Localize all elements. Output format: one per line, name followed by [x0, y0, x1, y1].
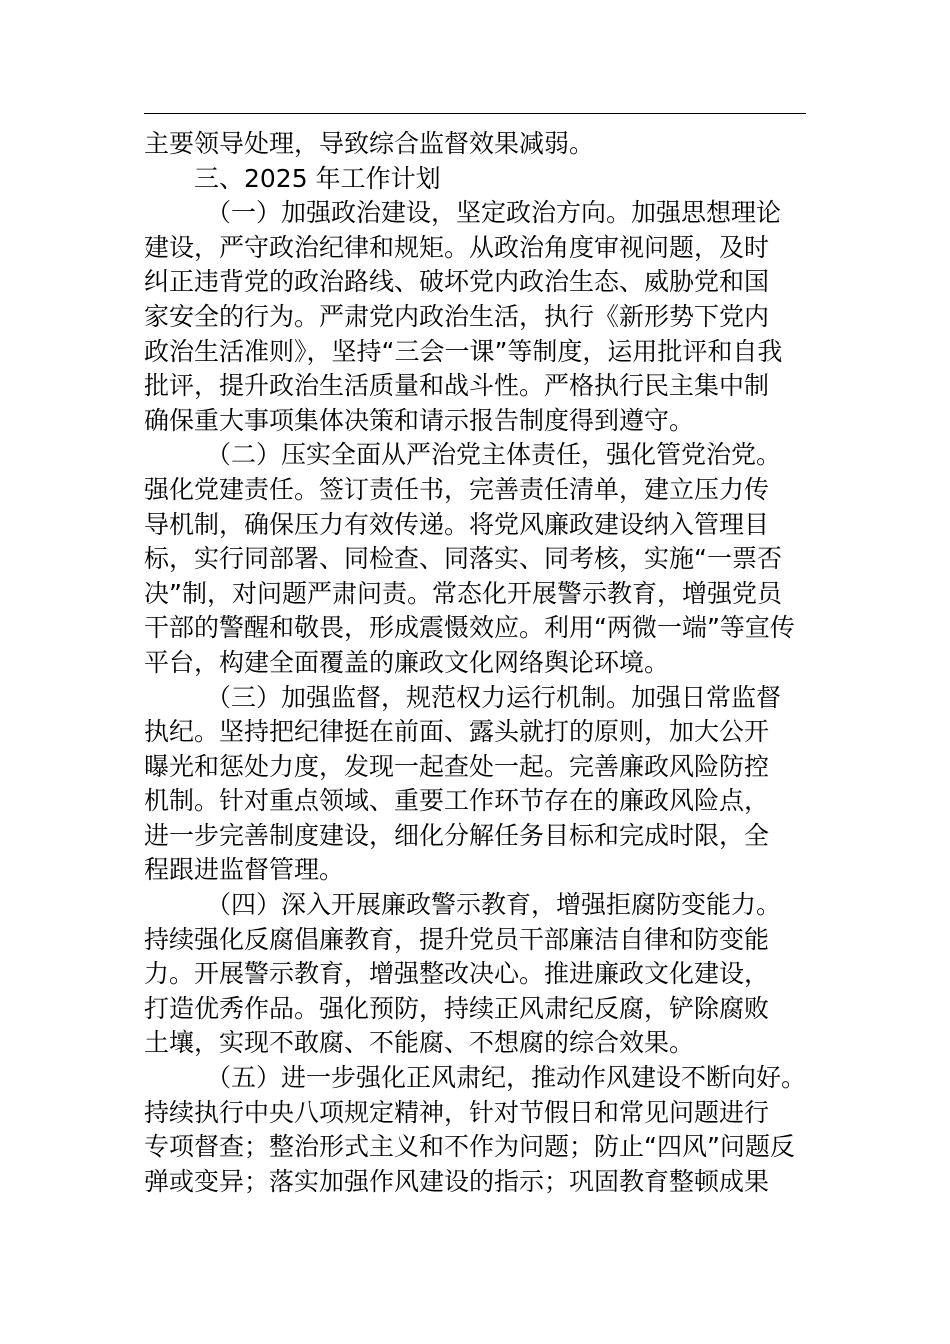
paragraph-2 — [144, 438, 806, 680]
paragraph-line: 执纪。坚持把纪律挺在前面、露头就打的原则，加大公开 — [144, 717, 770, 747]
paragraph-line: 政治生活准则》，坚持“三会一课”等制度，运用批评和自我 — [144, 336, 783, 366]
paragraph-line: 程跟进监督管理。 — [144, 855, 345, 885]
paragraph-line: （三）加强监督，规范权力运行机制。加强日常监督 — [206, 682, 782, 712]
paragraph-line: 纠正违背党的政治路线、破坏党内政治生态、威胁党和国 — [144, 267, 770, 297]
paragraph-line: 进一步完善制度建设，细化分解任务目标和完成时限，全 — [144, 820, 770, 850]
paragraph-line: 干部的警醒和敬畏，形成震慑效应。利用“两微一端”等宣传 — [144, 613, 795, 643]
paragraph-line: 平台，构建全面覆盖的廉政文化网络舆论环境。 — [144, 647, 670, 677]
paragraph-line: 标，实行同部署、同检查、同落实、同考核，实施“一票否 — [144, 544, 782, 574]
paragraph-3 — [144, 681, 806, 889]
paragraph-line: 土壤，实现不敢腐、不能腐、不想腐的综合效果。 — [144, 1028, 695, 1058]
paragraph-line: 家安全的行为。严肃党内政治生活，执行《新形势下党内 — [144, 301, 770, 331]
document-body — [144, 127, 806, 1199]
header-rule — [144, 113, 806, 114]
paragraph-1 — [144, 196, 806, 438]
paragraph-line: 弹或变异；落实加强作风建设的指示；巩固教育整顿成果 — [144, 1166, 770, 1196]
paragraph-line: 打造优秀作品。强化预防，持续正风肃纪反腐，铲除腐败 — [144, 993, 770, 1023]
paragraph-line: 曝光和惩处力度，发现一起查处一起。完善廉政风险防控 — [144, 751, 770, 781]
paragraph-5 — [144, 1061, 806, 1199]
section-heading: 三、2025 年工作计划 — [194, 163, 441, 193]
paragraph-line: （二）压实全面从严治党主体责任，强化管党治党。 — [206, 440, 782, 470]
paragraph-4 — [144, 888, 806, 1061]
paragraph-line: 决”制，对问题严肃问责。常态化开展警示教育，增强党员 — [144, 578, 782, 608]
paragraph-line: 批评，提升政治生活质量和战斗性。严格执行民主集中制 — [144, 371, 770, 401]
paragraph-line: 力。开展警示教育，增强整改决心。推进廉政文化建设， — [144, 959, 770, 989]
paragraph-line: 导机制，确保压力有效传递。将党风廉政建设纳入管理目 — [144, 509, 770, 539]
paragraph-line: （一）加强政治建设，坚定政治方向。加强思想理论 — [206, 198, 782, 228]
paragraph-line: 确保重大事项集体决策和请示报告制度得到遵守。 — [144, 405, 695, 435]
paragraph-line: 机制。针对重点领域、重要工作环节存在的廉政风险点， — [144, 786, 770, 816]
continuation-line: 主要领导处理，导致综合监督效果减弱。 — [144, 129, 595, 158]
paragraph-line: 持续强化反腐倡廉教育，提升党员干部廉洁自律和防变能 — [144, 924, 770, 954]
paragraph-line: 专项督查；整治形式主义和不作为问题；防止“四风”问题反 — [144, 1132, 795, 1162]
paragraph-line: （五）进一步强化正风肃纪，推动作风建设不断向好。 — [206, 1063, 807, 1093]
paragraph-line: 建设，严守政治纪律和规矩。从政治角度审视问题，及时 — [144, 232, 770, 262]
paragraph-line: 持续执行中央八项规定精神，针对节假日和常见问题进行 — [144, 1097, 770, 1127]
paragraph-line: 强化党建责任。签订责任书，完善责任清单，建立压力传 — [144, 474, 770, 504]
paragraph-line: （四）深入开展廉政警示教育，增强拒腐防变能力。 — [206, 890, 782, 920]
